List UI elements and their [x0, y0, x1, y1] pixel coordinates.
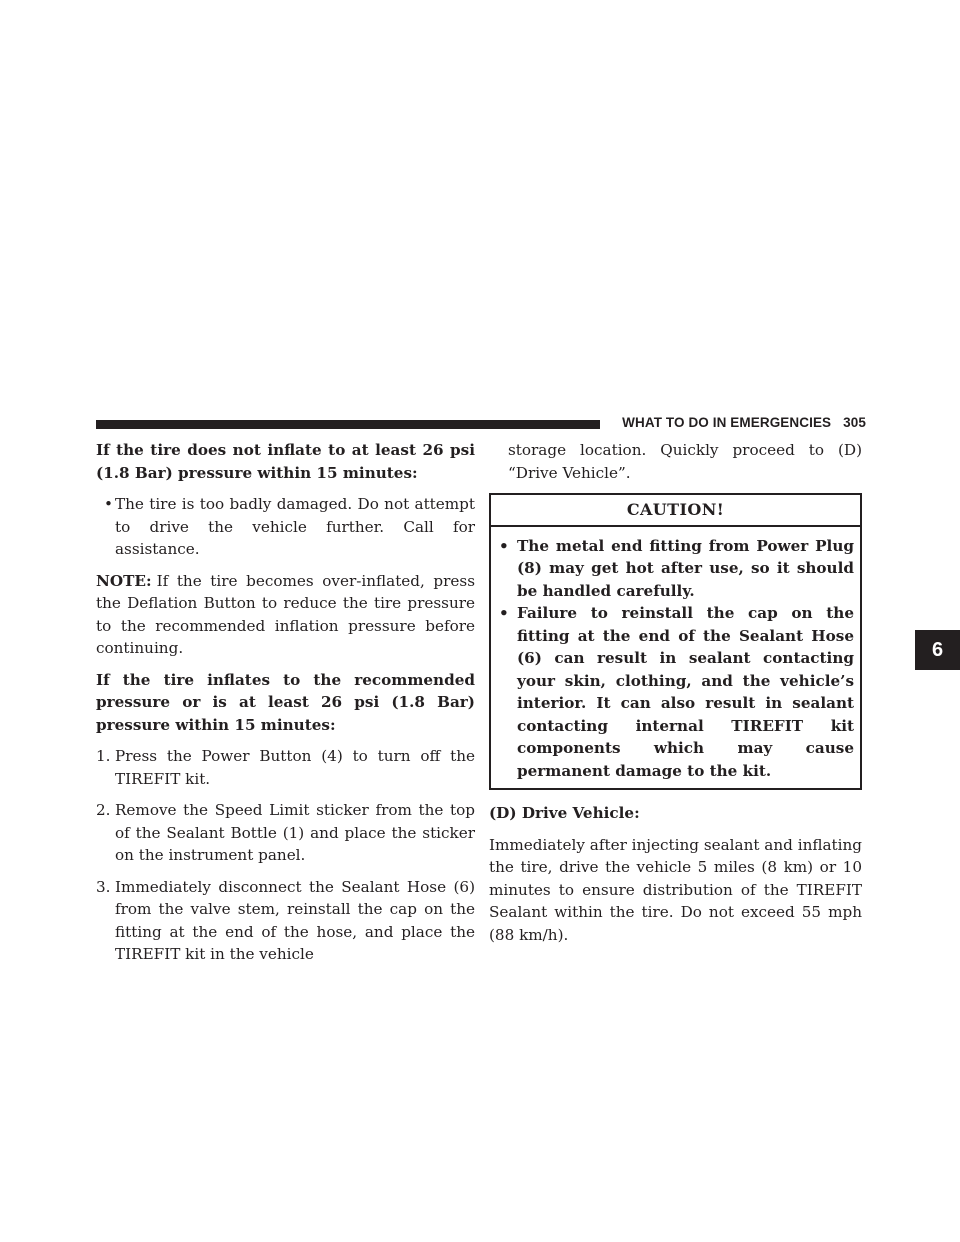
caution-title: CAUTION! — [491, 495, 860, 527]
heading-not-inflate: If the tire does not inflate to at least 26 psi (1.8 Bar) pressure within 15 minutes: — [96, 441, 475, 482]
bullet-icon: • — [499, 536, 509, 555]
step-text: Press the Power Button (4) to turn off the TIREFIT kit. — [115, 747, 475, 788]
bullet-icon: • — [499, 604, 509, 622]
section-heading-drive-vehicle: (D) Drive Vehicle: — [489, 804, 640, 822]
step-item — [96, 799, 475, 867]
page-number: 305 — [843, 415, 866, 430]
step-number: 2. — [96, 801, 111, 819]
section-title: WHAT TO DO IN EMERGENCIES — [622, 415, 832, 430]
caution-text: Failure to reinstall the cap on the fitting at the end of the Sealant Hose (6) can result in sealant contacting your skin, clothing, and the vehicle’s interior. It can also result in sealant contacting internal TIREFIT kit components which may cause permanent damage to the kit. — [517, 604, 854, 780]
step-text: Remove the Speed Limit sticker from the top of the Sealant Bottle (1) and place the sticker on the instrument panel. — [115, 801, 475, 864]
right-column — [489, 439, 862, 955]
note-text: If the tire becomes over-inflated, press the Deflation Button to reduce the tire pressure to the recommended inflation pressure before continuing. — [96, 571, 475, 657]
step-continuation: storage location. Quickly proceed to (D) “Drive Vehicle”. — [508, 441, 862, 482]
step-text: Immediately disconnect the Sealant Hose (6) from the valve stem, reinstall the cap on the fitting at the end of the hose, and place the TIREFIT kit in the vehicle — [115, 877, 475, 963]
heading-inflates: If the tire inflates to the recommended pressure or is at least 26 psi (1.8 Bar) pressure within 15 minutes: — [96, 670, 475, 734]
caution-text: The metal end fitting from Power Plug (8) may get hot after use, so it should be handled carefully. — [517, 536, 854, 600]
caution-item — [499, 602, 854, 782]
step-number: 1. — [96, 747, 111, 765]
step-item — [96, 876, 475, 966]
note-label: NOTE: — [96, 571, 152, 590]
bullet-icon: • — [104, 495, 113, 513]
chapter-tab: 6 — [915, 630, 960, 670]
caution-body — [491, 527, 860, 789]
note-paragraph — [96, 570, 475, 660]
caution-box — [489, 493, 862, 790]
step-item — [96, 745, 475, 790]
step-number: 3. — [96, 877, 111, 896]
drive-vehicle-paragraph: Immediately after injecting sealant and inflating the tire, drive the vehicle 5 miles (8 km) or 10 minutes to ensure distribution of the TIREFIT Sealant within the tire. Do not exceed 55 mph (88 km/h). — [489, 835, 862, 944]
caution-item — [499, 535, 854, 603]
running-header — [608, 415, 866, 430]
list-item — [96, 493, 475, 561]
left-column — [96, 439, 475, 975]
header-rule — [96, 420, 600, 429]
bullet-text: The tire is too badly damaged. Do not attempt to drive the vehicle further. Call for assistance. — [115, 495, 475, 558]
